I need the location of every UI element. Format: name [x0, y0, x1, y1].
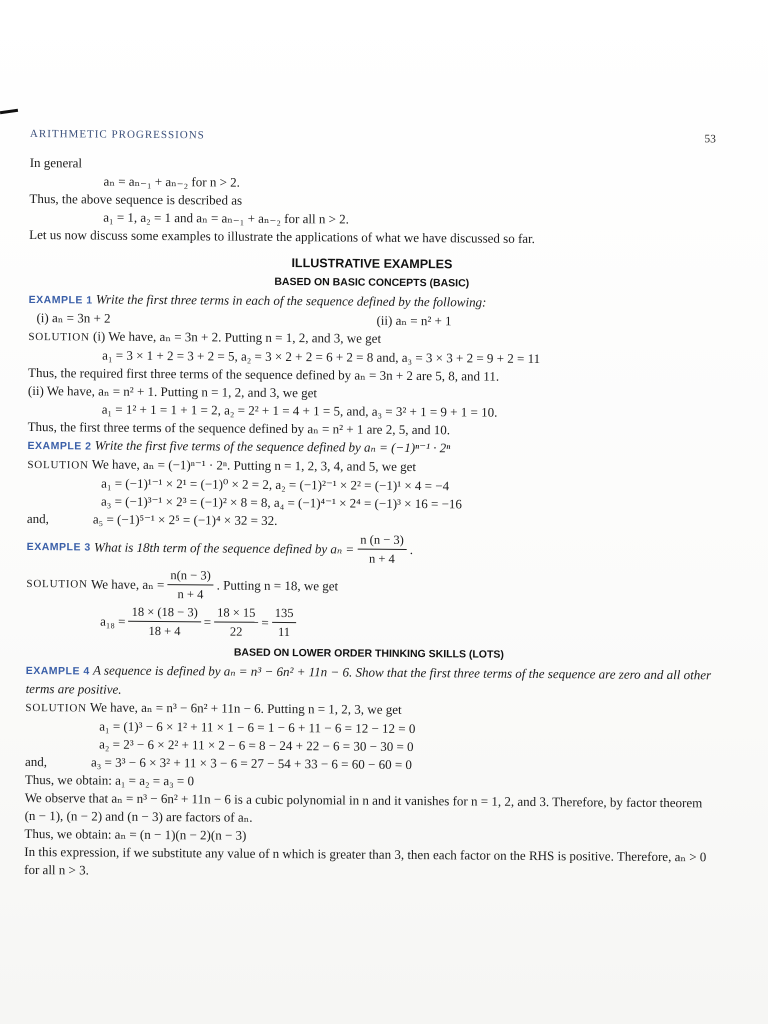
example-text: Write the first three terms in each of the sequence defined by the following:	[95, 291, 487, 310]
page-number: 53	[704, 133, 716, 146]
text-line: Thus, the above sequence is described as	[29, 190, 243, 208]
part-ii: (ii) aₙ = n² + 1	[376, 312, 452, 329]
text-line: In general	[29, 154, 83, 171]
example-text: What is 18th term of the sequence defined by aₙ =	[93, 539, 355, 557]
numerator: 135	[272, 604, 297, 623]
equation-line: a₁ = 1² + 1 = 1 + 1 = 2, a₂ = 2² + 1 = 4 + 1 = 5, and, a₃ = 3² + 1 = 9 + 1 = 10.	[101, 401, 498, 420]
equation-text: a₃ = 3³ − 6 × 3² + 11 × 3 − 6 = 27 − 54 + 33 − 6 = 60 − 60 = 0	[90, 754, 413, 773]
solution-label: SOLUTION	[25, 701, 87, 715]
solution-text: We have, aₙ = n³ − 6n² + 11n − 6. Putting n = 1, 2, 3, we get	[89, 699, 402, 717]
text-line: Thus, the first three terms of the sequence defined by aₙ = n² + 1 are 2, 5, and 10.	[27, 418, 451, 438]
example-text: A sequence is defined by aₙ = n³ − 6n² + 11n − 6. Show that the first three terms of the sequence are zero and all other terms are positive.	[25, 662, 712, 697]
solution-label: SOLUTION	[26, 577, 88, 590]
example-3-statement	[27, 528, 713, 570]
numerator: n(n − 3)	[167, 566, 214, 585]
example-label: EXAMPLE 4	[25, 664, 90, 678]
equation-lhs: a₁₈ =	[100, 613, 126, 629]
chapter-title: ARITHMETIC PROGRESSIONS	[29, 128, 205, 142]
example-label: EXAMPLE 2	[27, 439, 92, 453]
solution-text: We have, aₙ = (−1)ⁿ⁻¹ · 2ⁿ. Putting n = 1, 2, 3, 4, and 5, we get	[91, 456, 417, 475]
equation-line: a₁₈ = $\frac{18 \times (18 - 3)}{18 + 4}$ = $\frac{18 \times 15}{22}$ = $\frac{135}{11}$	[26, 602, 712, 644]
page-edge-mark	[0, 109, 18, 114]
fraction	[167, 566, 214, 603]
equation-text: a₅ = (−1)⁵⁻¹ × 2⁵ = (−1)⁴ × 32 = 32.	[92, 511, 278, 528]
solution-3-intro	[26, 565, 712, 607]
equation-line: a₁ = 1, a₂ = 1 and aₙ = aₙ₋₁ + aₙ₋₂ for all n > 2.	[103, 209, 350, 227]
solution-text: (i) We have, aₙ = 3n + 2. Putting n = 1, 2, and 3, we get	[92, 328, 382, 346]
running-header	[30, 128, 716, 145]
paragraph: We observe that aₙ = n³ − 6n² + 11n − 6 is a cubic polynomial in n and it vanishes for n = 1, 2, and 3. Therefore, by factor theorem (n − 1), (n − 2) and (n − 3) are factors of aₙ.	[24, 789, 703, 825]
fraction	[272, 604, 297, 641]
equation-line: a₃ = (−1)³⁻¹ × 2³ = (−1)² × 8 = 8, a₄ = (−1)⁴⁻¹ × 2⁴ = (−1)³ × 16 = −16	[101, 493, 463, 512]
denominator: n + 4	[368, 551, 395, 566]
example-4-statement	[26, 661, 712, 703]
text-line: Thus, we obtain: aₙ = (n − 1)(n − 2)(n − 3)	[24, 825, 247, 843]
numerator: 18 × (18 − 3)	[129, 603, 201, 623]
section-title: ILLUSTRATIVE EXAMPLES	[291, 256, 453, 272]
punctuation: .	[409, 541, 414, 557]
example-text: Write the first five terms of the sequence defined by aₙ = (−1)ⁿ⁻¹ · 2ⁿ	[94, 437, 451, 456]
numerator: 18 × 15	[214, 603, 258, 622]
paragraph: In this expression, if we substitute any value of n which is greater than 3, then each factor on the RHS is positive. Therefore, aₙ > 0 for all n > 3.	[24, 843, 707, 878]
equation-line: aₙ = aₙ₋₁ + aₙ₋₂ for n > 2.	[103, 173, 241, 190]
text-line: Thus, we obtain: a₁ = a₂ = a₃ = 0	[24, 771, 195, 789]
solution-text: . Putting n = 18, we get	[216, 576, 339, 593]
part-i: (i) aₙ = 3n + 2	[36, 310, 111, 326]
denominator: n + 4	[177, 587, 204, 602]
equation-line: a₁ = (1)³ − 6 × 1² + 11 × 1 − 6 = 1 − 6 + 11 − 6 = 12 − 12 = 0	[99, 718, 416, 737]
text-line: (ii) We have, aₙ = n² + 1. Putting n = 1, 2, and 3, we get	[27, 382, 318, 401]
equation-line: a₂ = 2³ − 6 × 2² + 11 × 2 − 6 = 8 − 24 + 22 − 6 = 30 − 30 = 0	[99, 736, 414, 755]
subsection-title: BASED ON LOWER ORDER THINKING SKILLS (LOTS)	[233, 646, 504, 661]
example-label: EXAMPLE 3	[26, 540, 91, 553]
solution-label: SOLUTION	[28, 330, 90, 344]
paragraph: Let us now discuss some examples to illustrate the applications of what we have discussed so far.	[29, 226, 536, 246]
fraction	[128, 603, 200, 641]
solution-label: SOLUTION	[27, 458, 89, 472]
page-content	[24, 128, 716, 884]
fraction	[214, 603, 259, 640]
numerator: n (n − 3)	[357, 531, 407, 550]
and-label: and,	[24, 753, 48, 770]
denominator: 22	[229, 624, 243, 639]
denominator: 18 + 4	[148, 623, 181, 639]
text-line: Thus, the required first three terms of the sequence defined by aₙ = 3n + 2 are 5, 8, and 11.	[28, 364, 500, 384]
equation-line: a₁ = (−1)¹⁻¹ × 2¹ = (−1)⁰ × 2 = 2, a₂ = (−1)²⁻¹ × 2² = (−1)¹ × 4 = −4	[101, 475, 450, 494]
and-label: and,	[26, 510, 50, 527]
solution-text: We have, aₙ =	[91, 575, 165, 592]
equation-line: a₁ = 3 × 1 + 2 = 3 + 2 = 5, a₂ = 3 × 2 + 2 = 6 + 2 = 8 and, a₃ = 3 × 3 + 2 = 9 + 2 = 11	[102, 347, 541, 367]
subsection-title: BASED ON BASIC CONCEPTS (BASIC)	[274, 275, 470, 290]
fraction	[357, 531, 407, 568]
denominator: 11	[277, 624, 291, 640]
example-label: EXAMPLE 1	[28, 293, 93, 307]
